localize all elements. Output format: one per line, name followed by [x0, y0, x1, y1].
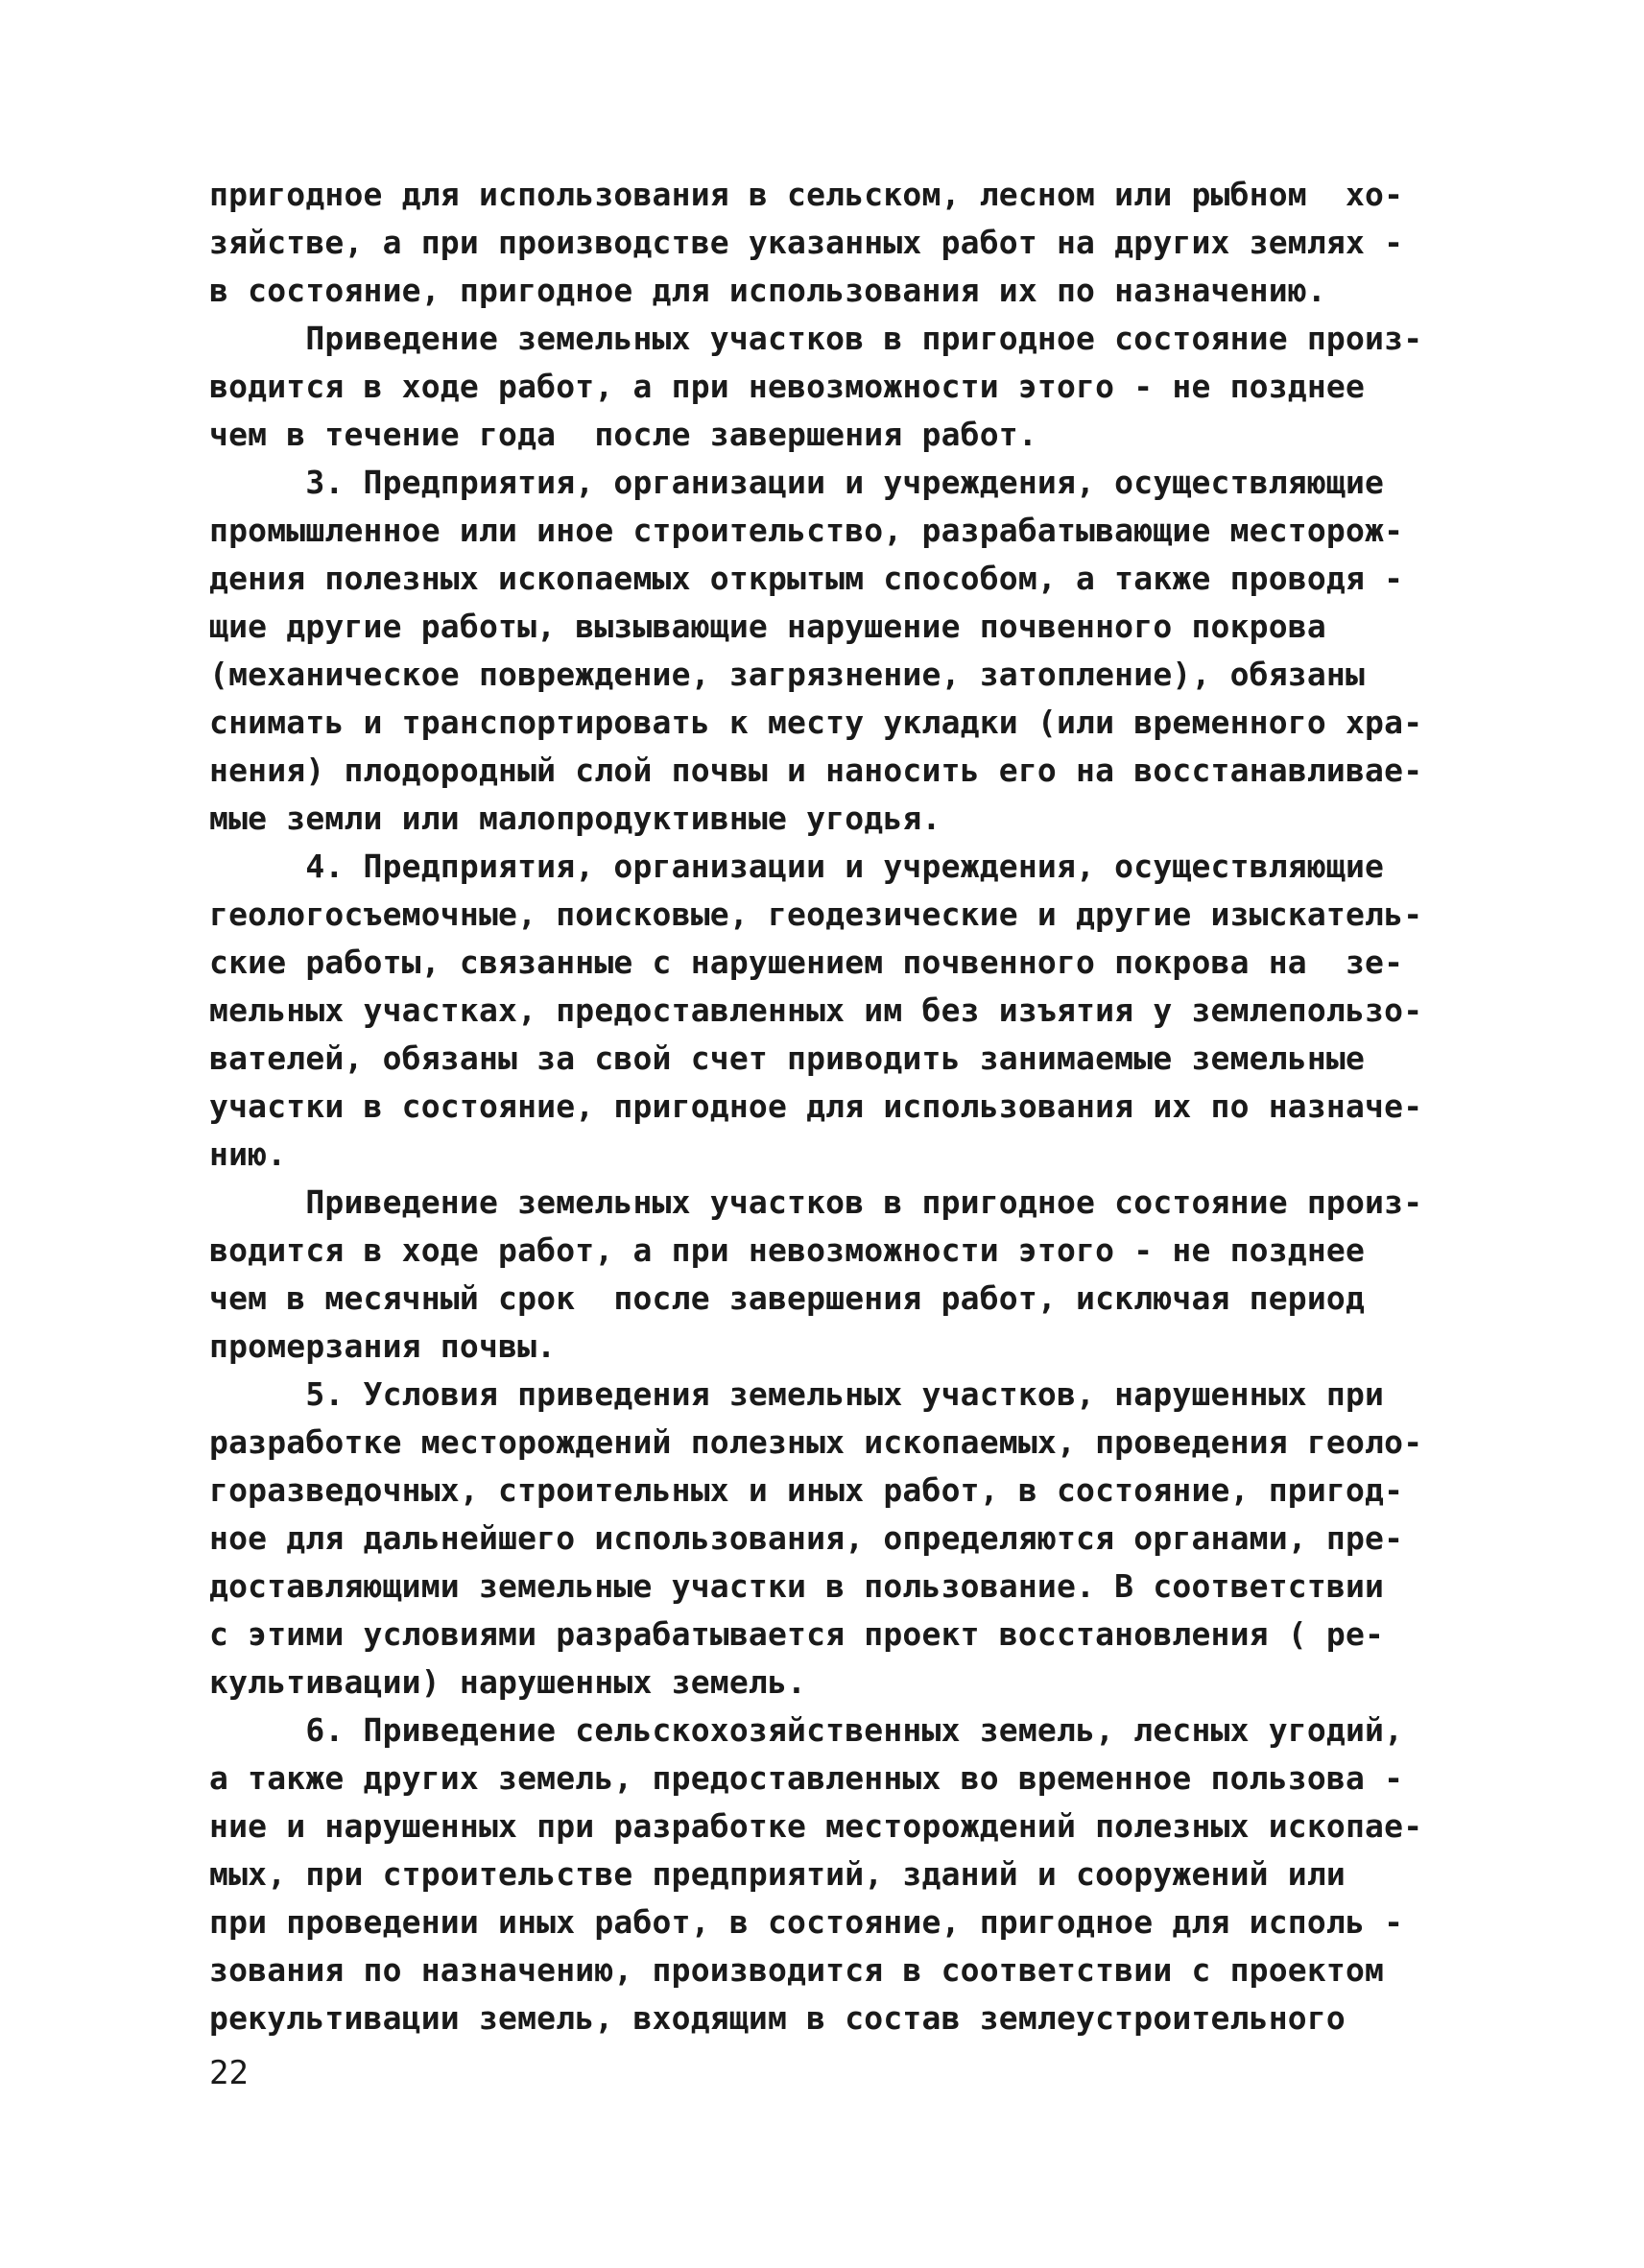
- text-line: пригодное для использования в сельском, лесном или рыбном хо-: [209, 176, 1404, 213]
- page-number: 22: [209, 2054, 249, 2092]
- text-line: промышленное или иное строительство, разрабатывающие месторож-: [209, 512, 1404, 549]
- body-text: [209, 171, 1457, 2042]
- text-line: мые земли или малопродуктивные угодья.: [209, 800, 941, 837]
- text-line: с этими условиями разрабатывается проект восстановления ( ре-: [209, 1615, 1385, 1653]
- text-line: зования по назначению, производится в соответствии с проектом: [209, 1951, 1385, 1989]
- text-line: ские работы, связанные с нарушением почвенного покрова на зе-: [209, 943, 1404, 981]
- text-line: 3. Предприятия, организации и учреждения, осуществляющие: [209, 464, 1385, 501]
- text-line: нения) плодородный слой почвы и наносить его на восстанавливае-: [209, 752, 1423, 789]
- text-line: зяйстве, а при производстве указанных работ на других землях -: [209, 224, 1404, 261]
- text-line: ное для дальнейшего использования, определяются органами, пре-: [209, 1519, 1404, 1557]
- text-line: водится в ходе работ, а при невозможности этого - не позднее: [209, 368, 1366, 405]
- text-line: при проведении иных работ, в состояние, пригодное для исполь -: [209, 1903, 1404, 1941]
- text-line: дения полезных ископаемых открытым способом, а также проводя -: [209, 560, 1404, 597]
- text-line: щие другие работы, вызывающие нарушение почвенного покрова: [209, 608, 1326, 645]
- text-line: культивации) нарушенных земель.: [209, 1663, 807, 1701]
- text-line: нию.: [209, 1135, 287, 1173]
- text-line: промерзания почвы.: [209, 1327, 557, 1365]
- text-line: чем в месячный срок после завершения работ, исключая период: [209, 1279, 1366, 1317]
- text-line: рекультивации земель, входящим в состав землеустроительного: [209, 1999, 1346, 2037]
- text-line: разработке месторождений полезных ископаемых, проведения геоло-: [209, 1423, 1423, 1461]
- text-line: мых, при строительстве предприятий, зданий и сооружений или: [209, 1855, 1346, 1893]
- text-line: горазведочных, строительных и иных работ, в состояние, пригод-: [209, 1471, 1404, 1509]
- text-line: чем в течение года после завершения работ.: [209, 416, 1037, 453]
- text-line: 4. Предприятия, организации и учреждения, осуществляющие: [209, 848, 1385, 885]
- text-line: мельных участках, предоставленных им без изъятия у землепользо-: [209, 991, 1423, 1029]
- text-line: 5. Условия приведения земельных участков, нарушенных при: [209, 1375, 1385, 1413]
- text-line: 6. Приведение сельскохозяйственных земель, лесных угодий,: [209, 1711, 1404, 1749]
- text-line: ние и нарушенных при разработке месторождений полезных ископае-: [209, 1807, 1423, 1845]
- text-line: участки в состояние, пригодное для использования их по назначе-: [209, 1087, 1423, 1125]
- text-line: геологосъемочные, поисковые, геодезические и другие изыскатель-: [209, 895, 1423, 933]
- text-line: доставляющими земельные участки в пользование. В соответствии: [209, 1567, 1385, 1605]
- text-line: Приведение земельных участков в пригодное состояние произ-: [209, 320, 1423, 357]
- text-line: (механическое повреждение, загрязнение, затопление), обязаны: [209, 656, 1366, 693]
- text-line: в состояние, пригодное для использования их по назначению.: [209, 272, 1326, 309]
- text-line: вателей, обязаны за свой счет приводить занимаемые земельные: [209, 1039, 1366, 1077]
- text-line: а также других земель, предоставленных во временное пользова -: [209, 1759, 1404, 1797]
- text-line: водится в ходе работ, а при невозможности этого - не позднее: [209, 1231, 1366, 1269]
- text-line: Приведение земельных участков в пригодное состояние произ-: [209, 1183, 1423, 1221]
- text-line: снимать и транспортировать к месту укладки (или временного хра-: [209, 704, 1423, 741]
